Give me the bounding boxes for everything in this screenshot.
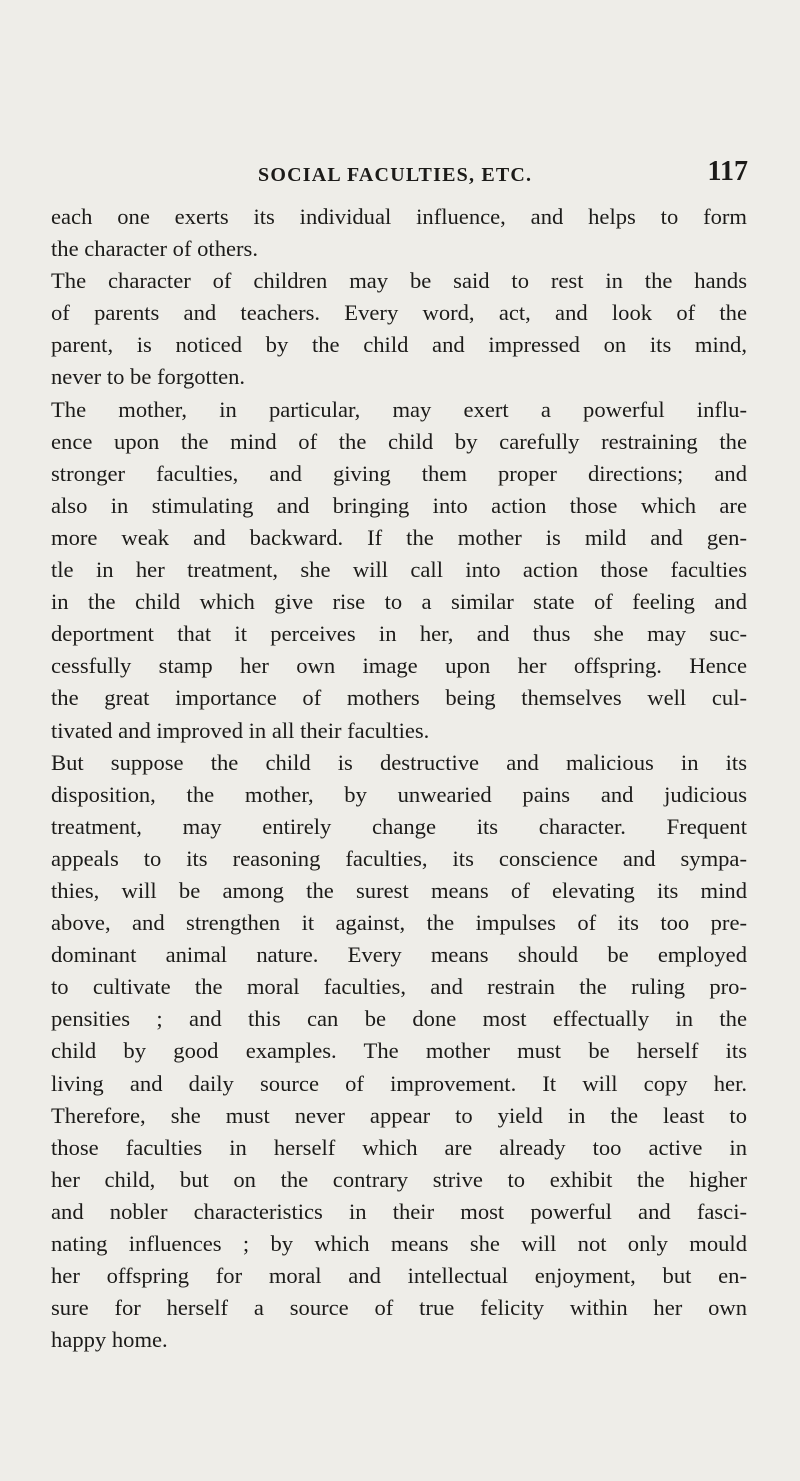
text-line: nating influences ; by which means she will not only mould bbox=[51, 1231, 747, 1256]
text-line: her child, but on the contrary strive to exhibit the higher bbox=[51, 1166, 747, 1192]
text-line: more weak and backward. If the mother is mild and gen- bbox=[51, 524, 747, 550]
text-line: thies, will be among the surest means of elevating its mind bbox=[51, 877, 747, 903]
text-line: ence upon the mind of the child by carefully restraining the bbox=[51, 428, 747, 454]
text-line: above, and strengthen it against, the impulses of its too pre- bbox=[51, 910, 747, 936]
text-line: never to be forgotten. bbox=[51, 364, 246, 390]
text-line: those faculties in herself which are already too active in bbox=[51, 1134, 747, 1160]
text-line: happy home. bbox=[51, 1327, 168, 1353]
text-line: the character of others. bbox=[51, 236, 258, 262]
text-line: her offspring for moral and intellectual enjoyment, but en- bbox=[51, 1263, 747, 1289]
text-line: disposition, the mother, by unwearied pains and judicious bbox=[51, 781, 747, 807]
text-line: and nobler characteristics in their most powerful and fasci- bbox=[51, 1198, 747, 1224]
text-line: The mother, in particular, may exert a powerful influ- bbox=[51, 396, 747, 422]
text-line: dominant animal nature. Every means should be employed bbox=[51, 942, 747, 968]
text-line: parent, is noticed by the child and impressed on its mind, bbox=[51, 332, 747, 358]
text-line: to cultivate the moral faculties, and restrain the ruling pro- bbox=[51, 974, 747, 1000]
text-line: stronger faculties, and giving them proper directions; and bbox=[51, 460, 747, 486]
body-text bbox=[51, 201, 747, 1356]
text-line: living and daily source of improvement. It will copy her. bbox=[51, 1070, 747, 1096]
text-line: also in stimulating and bringing into action those which are bbox=[51, 492, 747, 518]
text-line: each one exerts its individual influence, and helps to form bbox=[51, 204, 747, 229]
text-line: tle in her treatment, she will call into action those faculties bbox=[51, 557, 747, 583]
running-title: SOCIAL FACULTIES, ETC. bbox=[258, 164, 533, 186]
text-line: in the child which give rise to a similar state of feeling and bbox=[51, 589, 747, 615]
text-line: of parents and teachers. Every word, act, and look of the bbox=[51, 300, 747, 326]
text-line: pensities ; and this can be done most effectually in the bbox=[51, 1006, 747, 1032]
text-line: cessfully stamp her own image upon her offspring. Hence bbox=[51, 653, 747, 679]
text-line: tivated and improved in all their faculties. bbox=[51, 717, 430, 743]
text-line: child by good examples. The mother must be herself its bbox=[51, 1038, 747, 1064]
running-head bbox=[258, 156, 748, 196]
text-line: But suppose the child is destructive and malicious in its bbox=[51, 749, 747, 775]
text-line: The character of children may be said to rest in the hands bbox=[51, 268, 747, 294]
text-line: sure for herself a source of true felicity within her own bbox=[51, 1295, 747, 1321]
text-line: appeals to its reasoning faculties, its conscience and sympa- bbox=[51, 845, 747, 871]
text-line: Therefore, she must never appear to yield in the least to bbox=[51, 1102, 747, 1128]
text-line: treatment, may entirely change its character. Frequent bbox=[51, 813, 747, 839]
text-line: deportment that it perceives in her, and thus she may suc- bbox=[51, 621, 747, 647]
text-line: the great importance of mothers being themselves well cul- bbox=[51, 685, 747, 711]
page-number: 117 bbox=[707, 156, 748, 187]
